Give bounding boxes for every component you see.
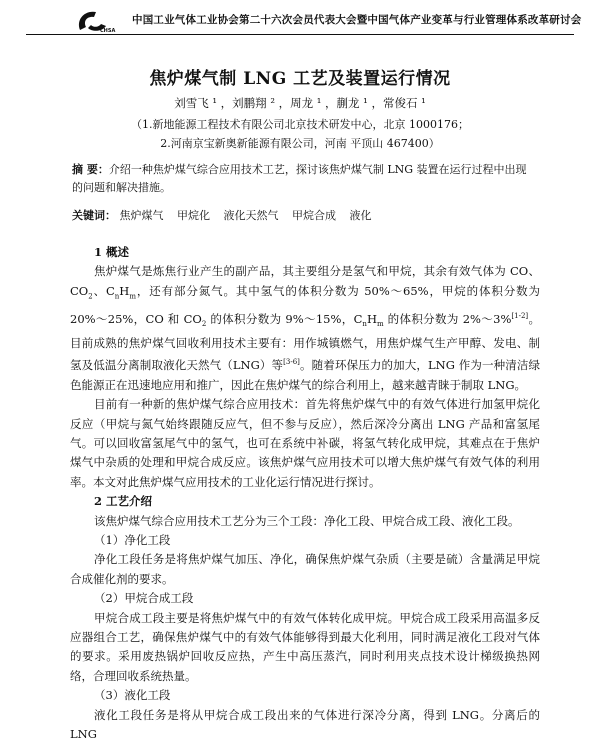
keywords-label: 关键词： (72, 209, 116, 222)
subsection-heading: （2）甲烷合成工段 (94, 591, 194, 606)
affiliation-1: （1.新地能源工程技术有限公司北京技术研发中心，北京 1000176； (131, 118, 469, 131)
paragraph: 该焦炉煤气综合应用技术工艺分为三个工段：净化工段、甲烷合成工段、液化工段。 (94, 513, 520, 528)
keyword: 焦炉煤气 (119, 209, 164, 222)
affiliation-2: 2.河南京宝新奥新能源有限公司，河南 平顶山 467400） (160, 137, 440, 150)
association-logo-icon (74, 8, 118, 34)
subsection-heading: （3）液化工段 (94, 688, 171, 703)
paper-title: 焦炉煤气制 LNG 工艺及装置运行情况 (149, 69, 451, 89)
citation: [1-2] (511, 311, 529, 320)
abstract-text: 介绍一种焦炉煤气综合应用技术工艺，探讨该焦炉煤气制 LNG 装置在运行过程中出现的问题和解决措施。 (72, 163, 527, 194)
abstract-label: 摘 要： (72, 163, 109, 176)
keyword: 液化 (349, 209, 372, 222)
authors: 刘雪飞 ¹ ，刘鹏翔 ² ，周龙 ¹ ，蒯龙 ¹ ，常俊石 ¹ (174, 96, 426, 110)
abstract (72, 161, 536, 197)
keyword: 液化天然气 (223, 209, 279, 222)
subsection-heading: （1）净化工段 (94, 532, 171, 547)
paragraph: 净化工段任务是将焦炉煤气加压、净化，确保焦炉煤气杂质（主要是硫）含量满足甲烷合成催化剂的要求。 (70, 552, 540, 586)
keywords (72, 207, 536, 223)
section-heading: 1 概述 (94, 245, 130, 259)
paper-body (70, 243, 540, 744)
section-heading: 2 工艺介绍 (94, 494, 153, 509)
logo-text: CHSA (100, 28, 116, 34)
paragraph: 焦炉煤气是炼焦行业产生的副产品，其主要组分是氢气和甲烷，其余有效气体为 CO、$CO_2$、$C_nH_m$，还有部分氮气。其中氢气的体积分数为 50%～65%，甲烷的体积分数为 20%～25%，CO 和 $CO_2$ 的体积分数为 9%～15%，$C_nH_m$ 的体积分数为 2%～3%[1-2]。目前成熟的焦炉煤气回收利用技术主要有：用作城镇燃气，用焦炉煤气生产甲醇、发电、制氢及低温分离制取液化天然气（LNG）等[3-6]。随着环保压力的加大，LNG 作为一种清洁绿色能源正在迅速地应用和推广，因此在焦炉煤气的综合利用上，越来越青睐于制取 LNG。 (70, 264, 540, 392)
conference-header (18, 6, 582, 36)
paragraph: 甲烷合成工段主要是将焦炉煤气中的有效气体转化成甲烷。甲烷合成工段采用高温多反应器组合工艺，确保焦炉煤气中的有效气体能够得到最大化利用，同时满足液化工段对气体的要求。采用废热锅炉回收反应热，产生中高压蒸汽，同时利用夹点技术设计梯级换热网络，合理回收系统热量。 (70, 610, 540, 683)
header-title: 中国工业气体工业协会第二十六次会员代表大会暨中国气体产业变革与行业管理体系改革研讨会 (132, 14, 582, 26)
paragraph: 液化工段任务是将从甲烷合成工段出来的气体进行深冷分离，得到 LNG。分离后的 LNG (70, 707, 540, 741)
keyword: 甲烷化 (177, 209, 210, 222)
paragraph: 目前有一种新的焦炉煤气综合应用技术：首先将焦炉煤气中的有效气体进行加氢甲烷化反应（甲烷与氮气始终跟随反应气，但不参与反应），然后深冷分离出 LNG 产品和富氢尾气。可以回收富氢尾气中的氢气，也可在系统中补碳，将氢气转化成甲烷，其难点在于焦炉煤气中杂质的处理和甲烷合成反应。该焦炉煤气应用技术可以增大焦炉煤气有效气体的利用率。本文对此焦炉煤气应用技术的工业化运行情况进行探讨。 (70, 397, 540, 489)
keyword: 甲烷合成 (292, 209, 336, 222)
header-divider (26, 34, 574, 35)
citation: [3-6] (283, 358, 300, 367)
